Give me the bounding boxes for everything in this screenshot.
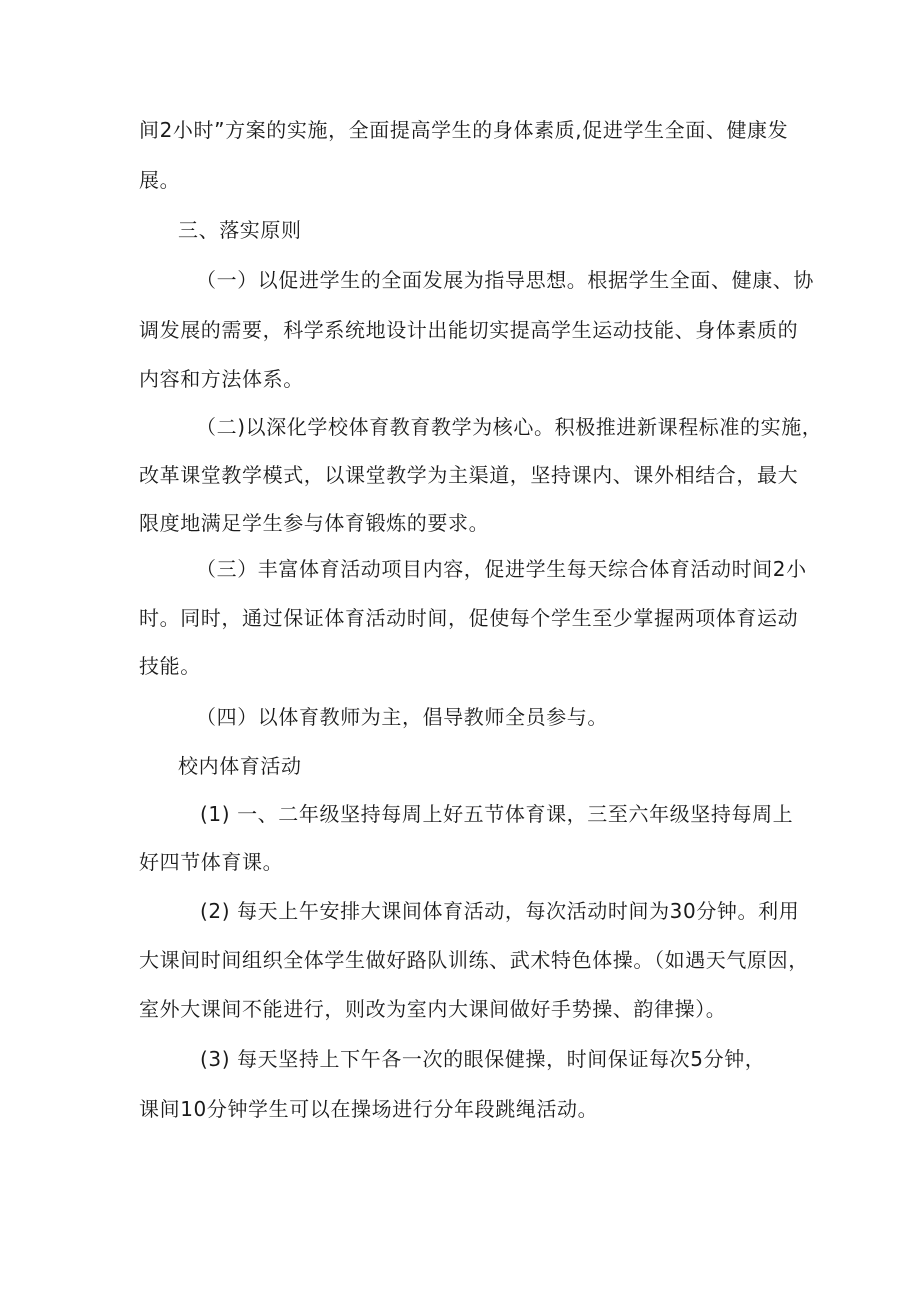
activity-3-line-2: 课间10分钟学生可以在操场进行分年段跳绳活动。 xyxy=(139,1097,599,1121)
activity-3-line-1: (3) 每天坚持上下午各一次的眼保健操，时间保证每次5分钟， xyxy=(200,1047,766,1071)
principle-2-line-3: 限度地满足学生参与体育锻炼的要求。 xyxy=(139,511,490,535)
principle-2-line-1: （二)以深化学校体育教育教学为核心。积极推进新课程标准的实施， xyxy=(196,415,823,439)
principle-3-line-1: （三）丰富体育活动项目内容，促进学生每天综合体育活动时间2小 xyxy=(196,557,807,581)
principle-2-line-2: 改革课堂教学模式，以课堂教学为主渠道，坚持课内、课外相结合，最大 xyxy=(139,463,799,487)
activity-2-line-3: 室外大课间不能进行，则改为室内大课间做好手势操、韵律操）。 xyxy=(139,997,727,1021)
principle-4-line-1: （四）以体育教师为主，倡导教师全员参与。 xyxy=(196,705,608,729)
activity-2-line-2: 大课间时间组织全体学生做好路队训练、武术特色体操。（如遇天气原因， xyxy=(139,948,809,972)
principle-1-line-2: 调发展的需要，科学系统地设计出能切实提高学生运动技能、身体素质的 xyxy=(139,318,799,342)
campus-activities-heading: 校内体育活动 xyxy=(178,754,302,778)
section-three-heading: 三、落实原则 xyxy=(178,218,302,242)
principle-1-line-1: （一）以促进学生的全面发展为指导思想。根据学生全面、健康、协 xyxy=(196,268,814,292)
activity-1-line-2: 好四节体育课。 xyxy=(139,850,284,874)
intro-line-1: 间2小时”方案的实施，全面提高学生的身体素质,促进学生全面、健康发 xyxy=(139,118,789,142)
intro-line-2: 展。 xyxy=(139,168,181,192)
activity-2-line-1: (2) 每天上午安排大课间体育活动，每次活动时间为30分钟。利用 xyxy=(200,899,800,923)
principle-3-line-3: 技能。 xyxy=(139,654,201,678)
principle-3-line-2: 时。同时，通过保证体育活动时间，促使每个学生至少掌握两项体育运动 xyxy=(139,606,799,630)
principle-1-line-3: 内容和方法体系。 xyxy=(139,367,304,391)
activity-1-line-1: (1) 一、二年级坚持每周上好五节体育课，三至六年级坚持每周上 xyxy=(200,802,794,826)
